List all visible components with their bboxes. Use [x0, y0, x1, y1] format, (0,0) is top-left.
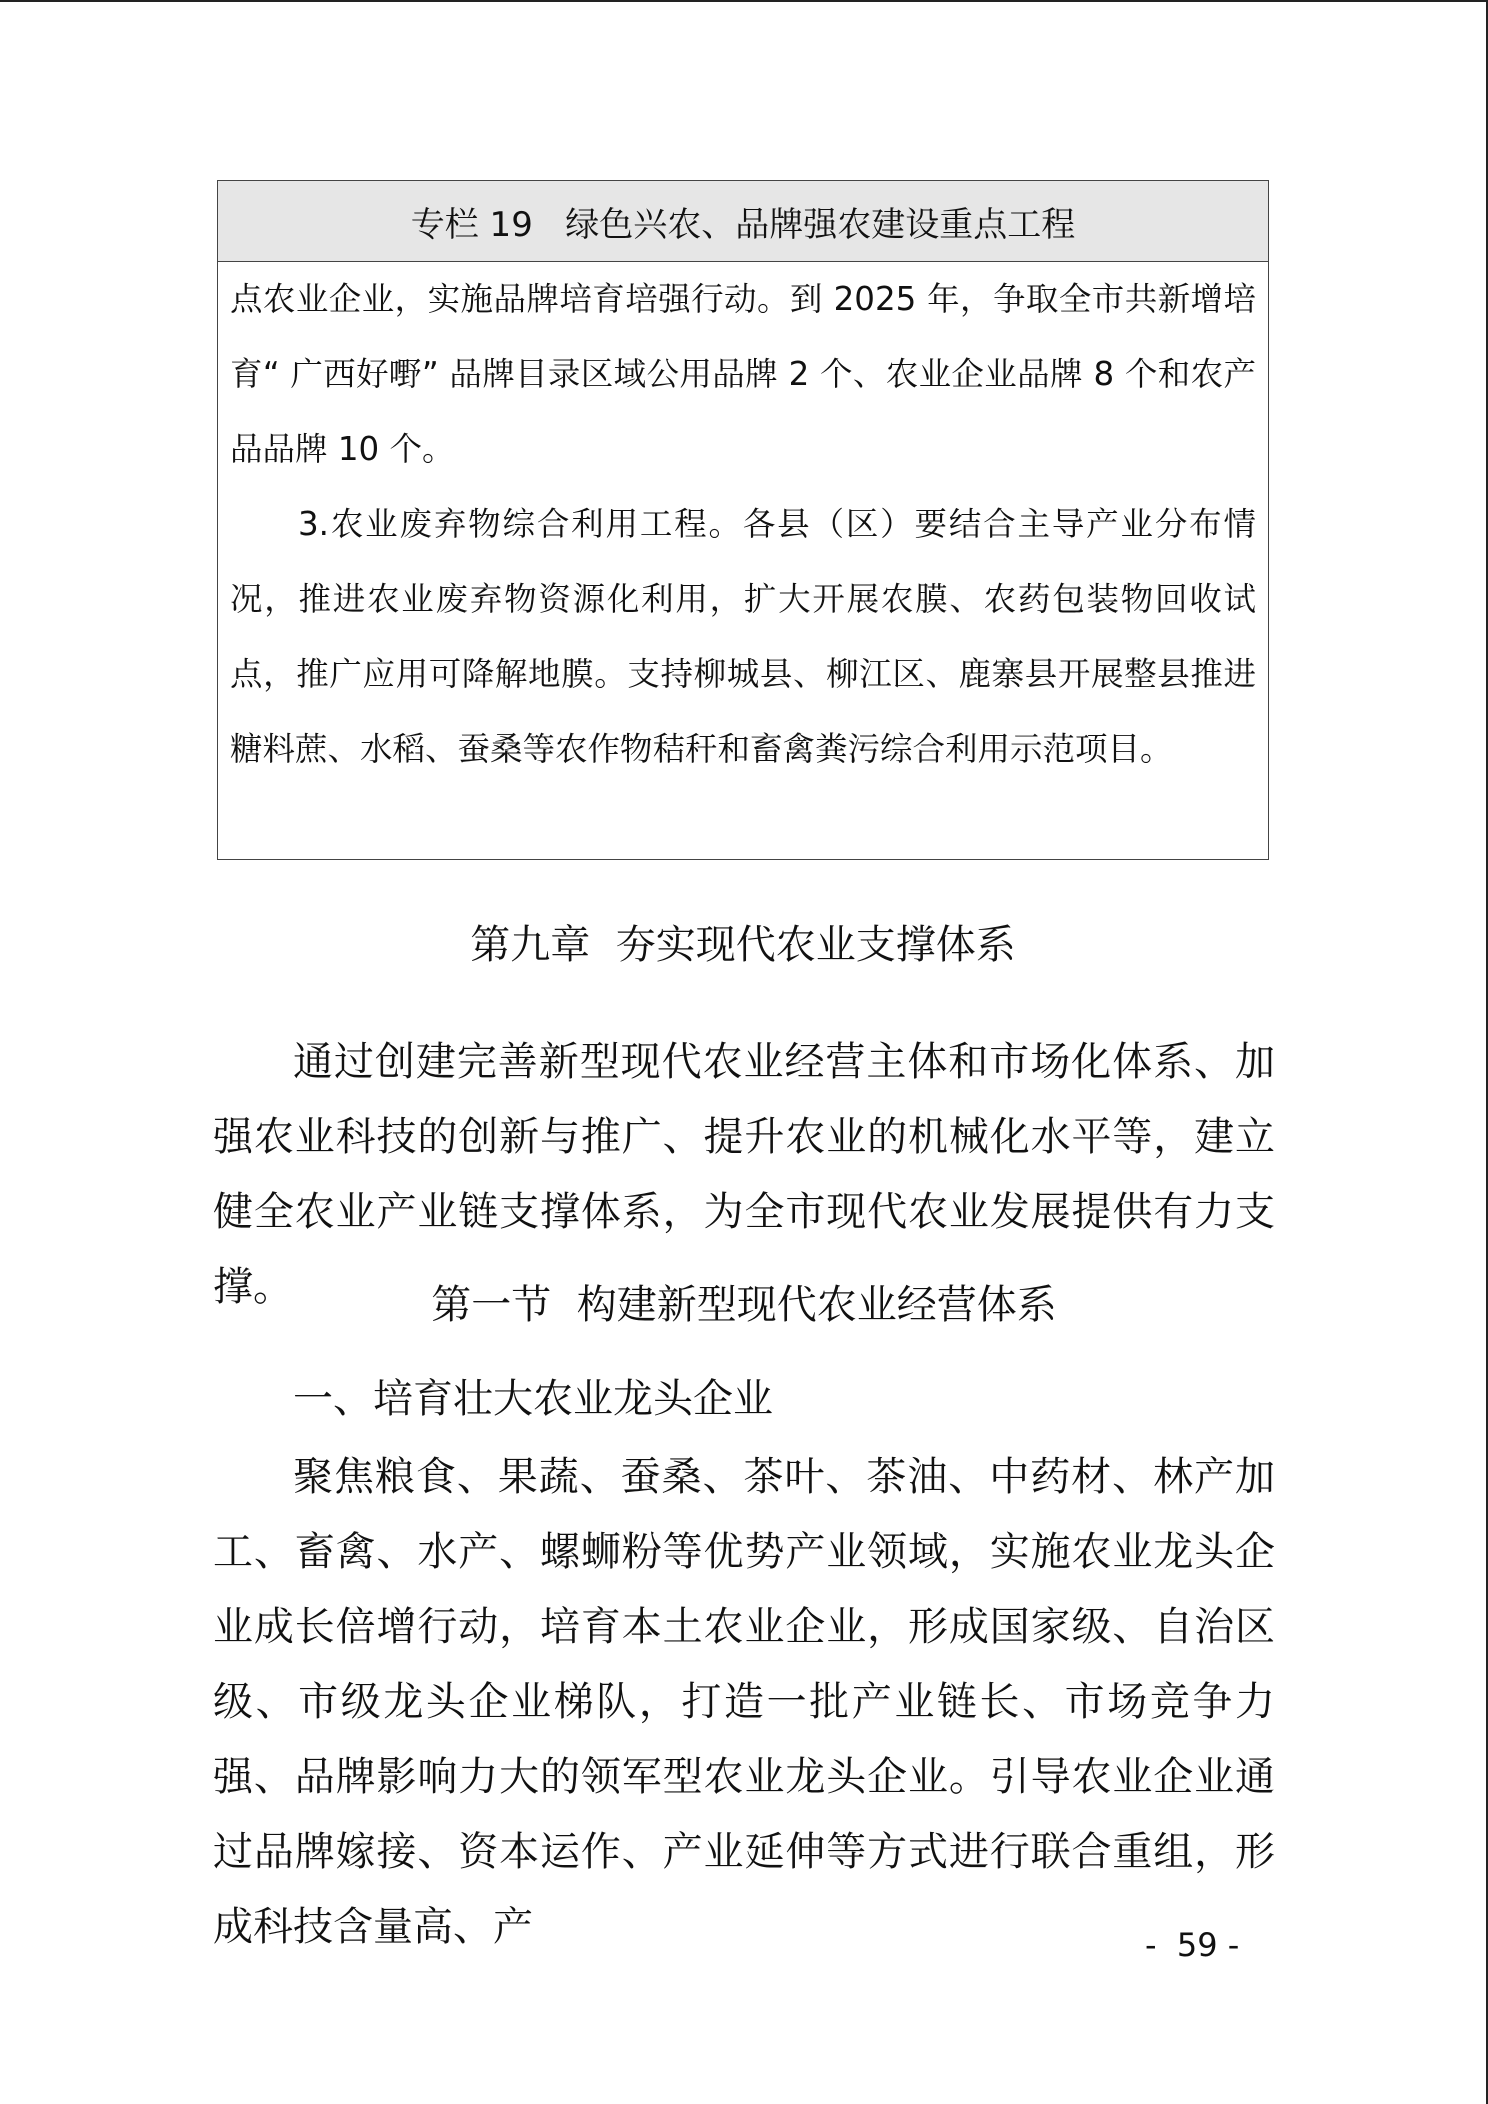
chapter-intro-paragraph: 通过创建完善新型现代农业经营主体和市场化体系、加强农业科技的创新与推广、提升农业的机械化水平等，建立健全农业产业链支撑体系，为全市现代农业发展提供有力支撑。	[213, 1039, 1275, 1310]
page-number: - 59 -	[1145, 1926, 1240, 1964]
page-top-edge	[0, 0, 1488, 2]
section-paragraph: 聚焦粮食、果蔬、蚕桑、茶叶、茶油、中药材、林产加工、畜禽、水产、螺蛳粉等优势产业领域，实施农业龙头企业成长倍增行动，培育本土农业企业，形成国家级、自治区级、市级龙头企业梯队，打造一批产业链长、市场竞争力强、品牌影响力大的领军型农业龙头企业。引导农业企业通过品牌嫁接、资本运作、产业延伸等方式进行联合重组，形成科技含量高、产	[213, 1454, 1275, 1950]
chapter-title: 第九章 夯实现代农业支撑体系	[470, 922, 1016, 968]
feature-box	[217, 180, 1269, 860]
feature-box-paragraph: 3.农业废弃物综合利用工程。各县（区）要结合主导产业分布情况，推进农业废弃物资源化利用，扩大开展农膜、农药包装物回收试点，推广应用可降解地膜。支持柳城县、柳江区、鹿寨县开展整县推进糖料蔗、水稻、蚕桑等农作物秸秆和畜禽粪污综合利用示范项目。	[230, 505, 1256, 768]
section-body	[213, 1440, 1275, 1965]
section-title: 第一节 构建新型现代农业经营体系	[431, 1282, 1057, 1328]
subheading: 一、培育壮大农业龙头企业	[293, 1376, 773, 1422]
feature-box-title: 专栏 19 绿色兴农、品牌强农建设重点工程	[218, 181, 1268, 262]
feature-box-paragraph: 点农业企业，实施品牌培育培强行动。到 2025 年，争取全市共新增培育“ 广西好嘢” 品牌目录区域公用品牌 2 个、农业企业品牌 8 个和农产品品牌 10 个。	[230, 280, 1256, 468]
feature-box-body	[218, 262, 1268, 787]
